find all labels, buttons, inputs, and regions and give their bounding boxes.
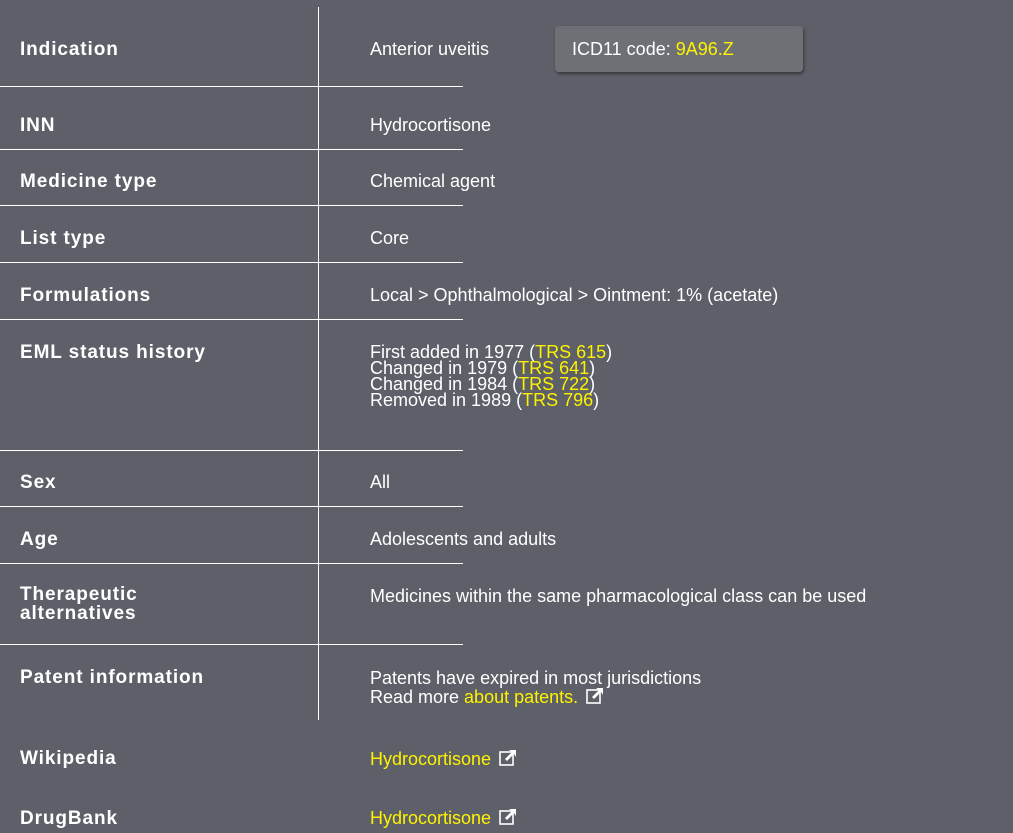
therapeutic-alternatives-value: Medicines within the same pharmacological class can be used [370, 586, 867, 606]
wikipedia-value [370, 749, 517, 771]
about-patents-link[interactable]: about patents. [464, 687, 579, 707]
row-divider [0, 506, 463, 507]
drugbank-label: DrugBank [20, 808, 118, 829]
sex-value: All [370, 472, 391, 492]
patent-information-label: Patent information [20, 667, 205, 688]
column-divider [318, 7, 319, 720]
row-divider [0, 563, 463, 564]
medicine-type-value: Chemical agent [370, 171, 496, 191]
eml-status-history-list [370, 344, 612, 408]
eml-status-entry: Removed in 1989 (TRS 796) [370, 390, 600, 410]
eml-status-history-label: EML status history [20, 342, 206, 363]
external-link-icon[interactable] [499, 808, 517, 830]
indication-value: Anterior uveitis [370, 39, 490, 59]
trs-link[interactable]: TRS 722 [518, 374, 590, 394]
formulations-value: Local > Ophthalmological > Ointment: 1% (acetate) [370, 285, 779, 305]
drugbank-value [370, 808, 517, 830]
trs-link[interactable]: TRS 641 [518, 358, 590, 378]
patent-read-more: Read more about patents. [370, 687, 701, 708]
drugbank-link[interactable]: Hydrocortisone [370, 808, 492, 828]
list-type-label: List type [20, 228, 107, 249]
row-divider [0, 262, 463, 263]
eml-status-entry: Changed in 1979 (TRS 641) [370, 358, 596, 378]
age-value: Adolescents and adults [370, 529, 557, 549]
external-link-icon[interactable] [499, 749, 517, 771]
icd11-code-link[interactable]: 9A96.Z [675, 39, 734, 59]
external-link-icon[interactable] [586, 687, 604, 708]
therapeutic-alternatives-label: Therapeutic alternatives [20, 584, 138, 624]
row-divider [0, 644, 463, 645]
patent-status-text: Patents have expired in most jurisdictions [370, 668, 702, 688]
row-divider [0, 319, 463, 320]
age-label: Age [20, 529, 59, 550]
wikipedia-link[interactable]: Hydrocortisone [370, 749, 492, 769]
row-divider [0, 205, 463, 206]
formulations-label: Formulations [20, 285, 152, 306]
row-divider [0, 86, 463, 87]
row-divider [0, 149, 463, 150]
wikipedia-label: Wikipedia [20, 748, 117, 769]
icd11-code-prefix: ICD11 code: [572, 39, 676, 59]
icd11-code-badge[interactable] [555, 26, 803, 72]
eml-status-entry: Changed in 1984 (TRS 722) [370, 374, 596, 394]
sex-label: Sex [20, 472, 57, 493]
list-type-value: Core [370, 228, 410, 248]
trs-link[interactable]: TRS 615 [535, 342, 607, 362]
inn-value: Hydrocortisone [370, 115, 492, 135]
patent-information-value [370, 669, 701, 708]
eml-status-entry: First added in 1977 (TRS 615) [370, 342, 613, 362]
row-divider [0, 450, 463, 451]
medicine-type-label: Medicine type [20, 171, 158, 192]
inn-label: INN [20, 115, 56, 136]
trs-link[interactable]: TRS 796 [522, 390, 594, 410]
indication-label: Indication [20, 39, 119, 60]
